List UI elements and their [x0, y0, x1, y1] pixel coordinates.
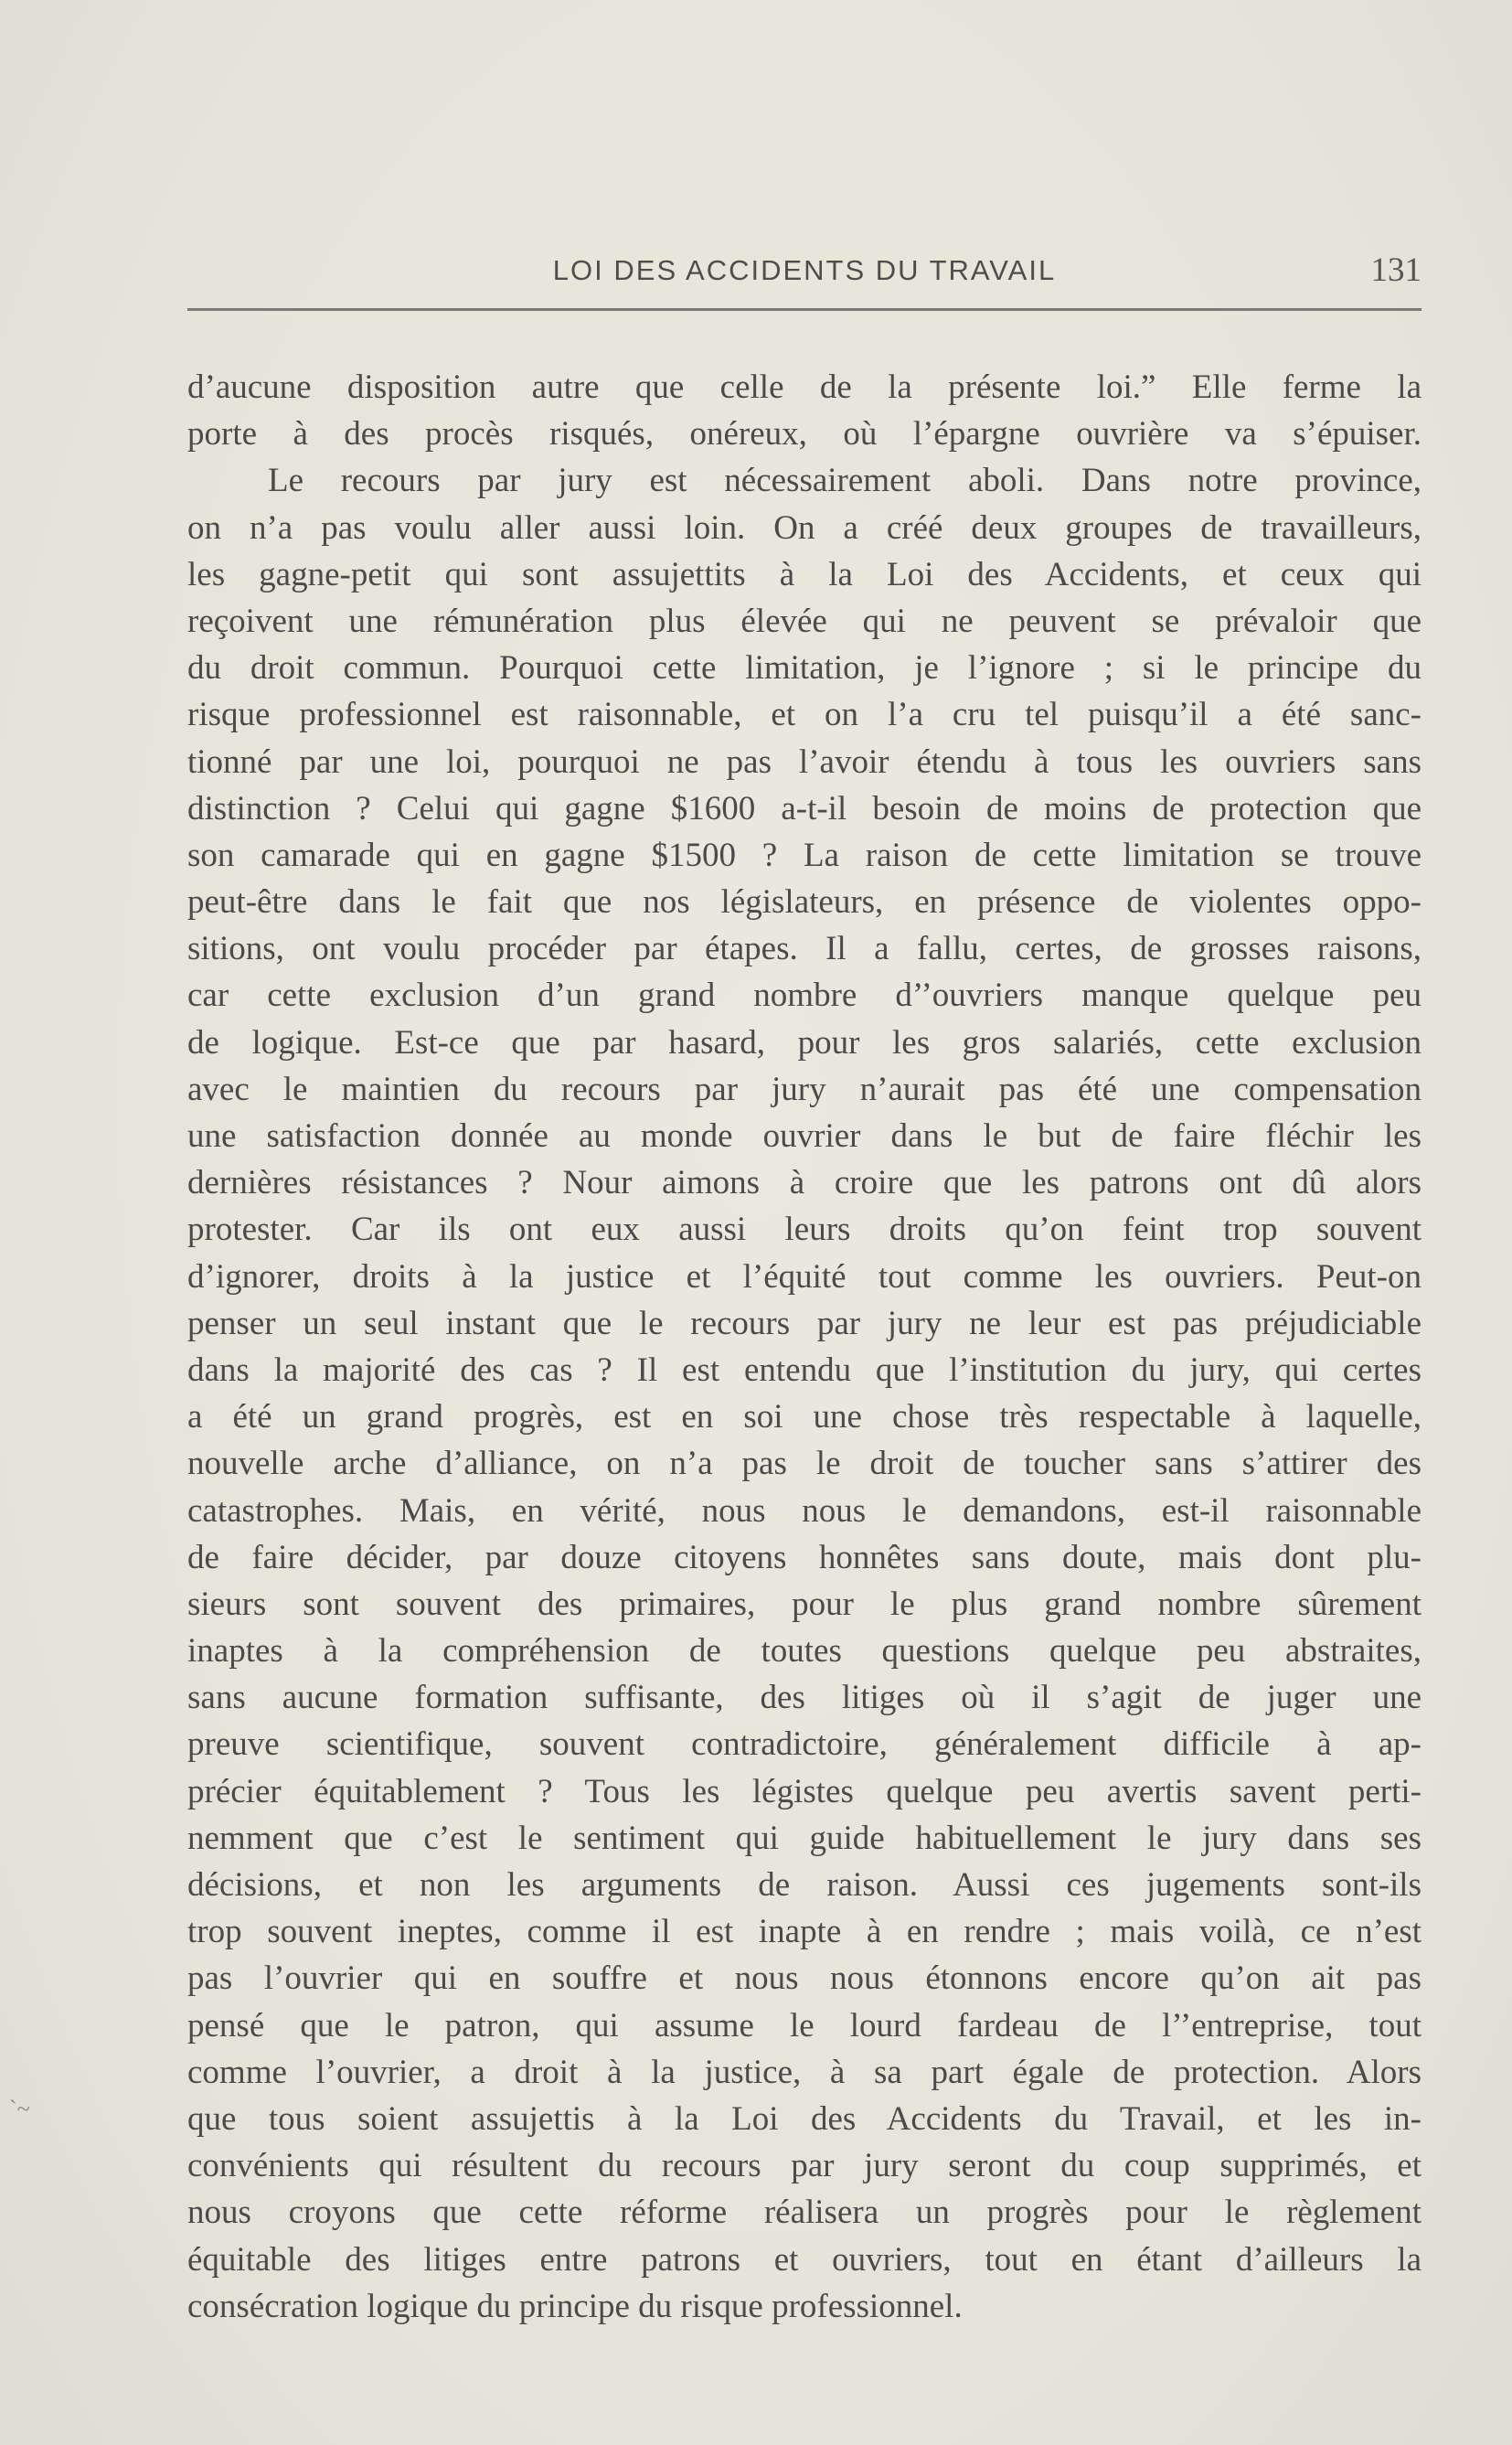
text-line: sans aucune formation suffisante, des litiges où il s’agit de juger une	[187, 1679, 1421, 1717]
text-line: dernières résistances ? Nour aimons à croire que les patrons ont dû alors	[187, 1164, 1421, 1202]
text-line: sitions, ont voulu procéder par étapes. Il a fallu, certes, de grosses raisons,	[187, 930, 1421, 968]
text-line: catastrophes. Mais, en vérité, nous nous le demandons, est-il raisonnable	[187, 1491, 1421, 1530]
page-number: 131	[1370, 251, 1421, 289]
text-line: décisions, et non les arguments de raison. Aussi ces jugements sont-ils	[187, 1866, 1421, 1904]
text-line: pensé que le patron, qui assume le lourd fardeau de l’’entreprise, tout	[187, 2006, 1421, 2045]
text-line-last: consécration logique du principe du risque professionnel.	[187, 2287, 963, 2325]
text-line: que tous soient assujettis à la Loi des Accidents du Travail, et les in-	[187, 2099, 1421, 2138]
text-line: nouvelle arche d’alliance, on n’a pas le droit de toucher sans s’attirer des	[187, 1445, 1421, 1483]
text-line: penser un seul instant que le recours par jury ne leur est pas préjudiciable	[187, 1304, 1421, 1342]
text-line: risque professionnel est raisonnable, et on l’a cru tel puisqu’il a été sanc-	[187, 696, 1421, 734]
text-line: dans la majorité des cas ? Il est entendu que l’institution du jury, qui certes	[187, 1351, 1421, 1389]
text-line: précier équitablement ? Tous les légistes quelque peu avertis savent perti-	[187, 1772, 1421, 1810]
text-line: son camarade qui en gagne $1500 ? La raison de cette limitation se trouve	[187, 836, 1421, 874]
text-line: tionné par une loi, pourquoi ne pas l’avoir étendu à tous les ouvriers sans	[187, 742, 1421, 781]
text-line: a été un grand progrès, est en soi une chose très respectable à laquelle,	[187, 1398, 1421, 1436]
text-line: peut-être dans le fait que nos législateurs, en présence de violentes oppo-	[187, 883, 1421, 922]
text-line: porte à des procès risqués, onéreux, où l’épargne ouvrière va s’épuiser.	[187, 415, 1421, 454]
text-line: preuve scientifique, souvent contradictoire, généralement difficile à ap-	[187, 1725, 1421, 1764]
text-line: Le recours par jury est nécessairement aboli. Dans notre province,	[268, 462, 1421, 500]
text-line: sieurs sont souvent des primaires, pour le plus grand nombre sûrement	[187, 1585, 1421, 1623]
text-line: trop souvent ineptes, comme il est inapte à en rendre ; mais voilà, ce n’est	[187, 1913, 1421, 1951]
text-line: inaptes à la compréhension de toutes questions quelque peu abstraites,	[187, 1632, 1421, 1671]
running-head	[187, 247, 1421, 293]
text-line: les gagne-petit qui sont assujettits à la Loi des Accidents, et ceux qui	[187, 555, 1421, 593]
body-text	[187, 364, 1421, 2330]
text-line: de logique. Est-ce que par hasard, pour les gros salariés, cette exclusion	[187, 1023, 1421, 1062]
header-rule	[187, 308, 1421, 311]
text-line: équitable des litiges entre patrons et ouvriers, tout en étant d’ailleurs la	[187, 2240, 1421, 2279]
text-line: reçoivent une rémunération plus élevée qui ne peuvent se prévaloir que	[187, 602, 1421, 640]
text-line: comme l’ouvrier, a droit à la justice, à sa part égale de protection. Alors	[187, 2053, 1421, 2091]
text-line: pas l’ouvrier qui en souffre et nous nous étonnons encore qu’on ait pas	[187, 1959, 1421, 1998]
text-line: avec le maintien du recours par jury n’aurait pas été une compensation	[187, 1070, 1421, 1108]
text-line: d’ignorer, droits à la justice et l’équité tout comme les ouvriers. Peut-on	[187, 1257, 1421, 1296]
text-line: de faire décider, par douze citoyens honnêtes sans doute, mais dont plu-	[187, 1538, 1421, 1576]
text-line: convénients qui résultent du recours par jury seront du coup supprimés, et	[187, 2147, 1421, 2185]
text-line: on n’a pas voulu aller aussi loin. On a créé deux groupes de travailleurs,	[187, 508, 1421, 547]
text-line: car cette exclusion d’un grand nombre d’’ouvriers manque quelque peu	[187, 977, 1421, 1015]
text-line: protester. Car ils ont eux aussi leurs droits qu’on feint trop souvent	[187, 1211, 1421, 1249]
text-line: distinction ? Celui qui gagne $1600 a-t-il besoin de moins de protection que	[187, 789, 1421, 827]
text-line: d’aucune disposition autre que celle de la présente loi.” Elle ferme la	[187, 368, 1421, 406]
running-title: LOI DES ACCIDENTS DU TRAVAIL	[552, 254, 1057, 286]
margin-mark: `~	[9, 2096, 30, 2122]
text-line: une satisfaction donnée au monde ouvrier dans le but de faire fléchir les	[187, 1117, 1421, 1155]
text-line: du droit commun. Pourquoi cette limitation, je l’ignore ; si le principe du	[187, 649, 1421, 688]
text-line: nemment que c’est le sentiment qui guide habituellement le jury dans ses	[187, 1819, 1421, 1857]
text-line: nous croyons que cette réforme réalisera un progrès pour le règlement	[187, 2194, 1421, 2232]
